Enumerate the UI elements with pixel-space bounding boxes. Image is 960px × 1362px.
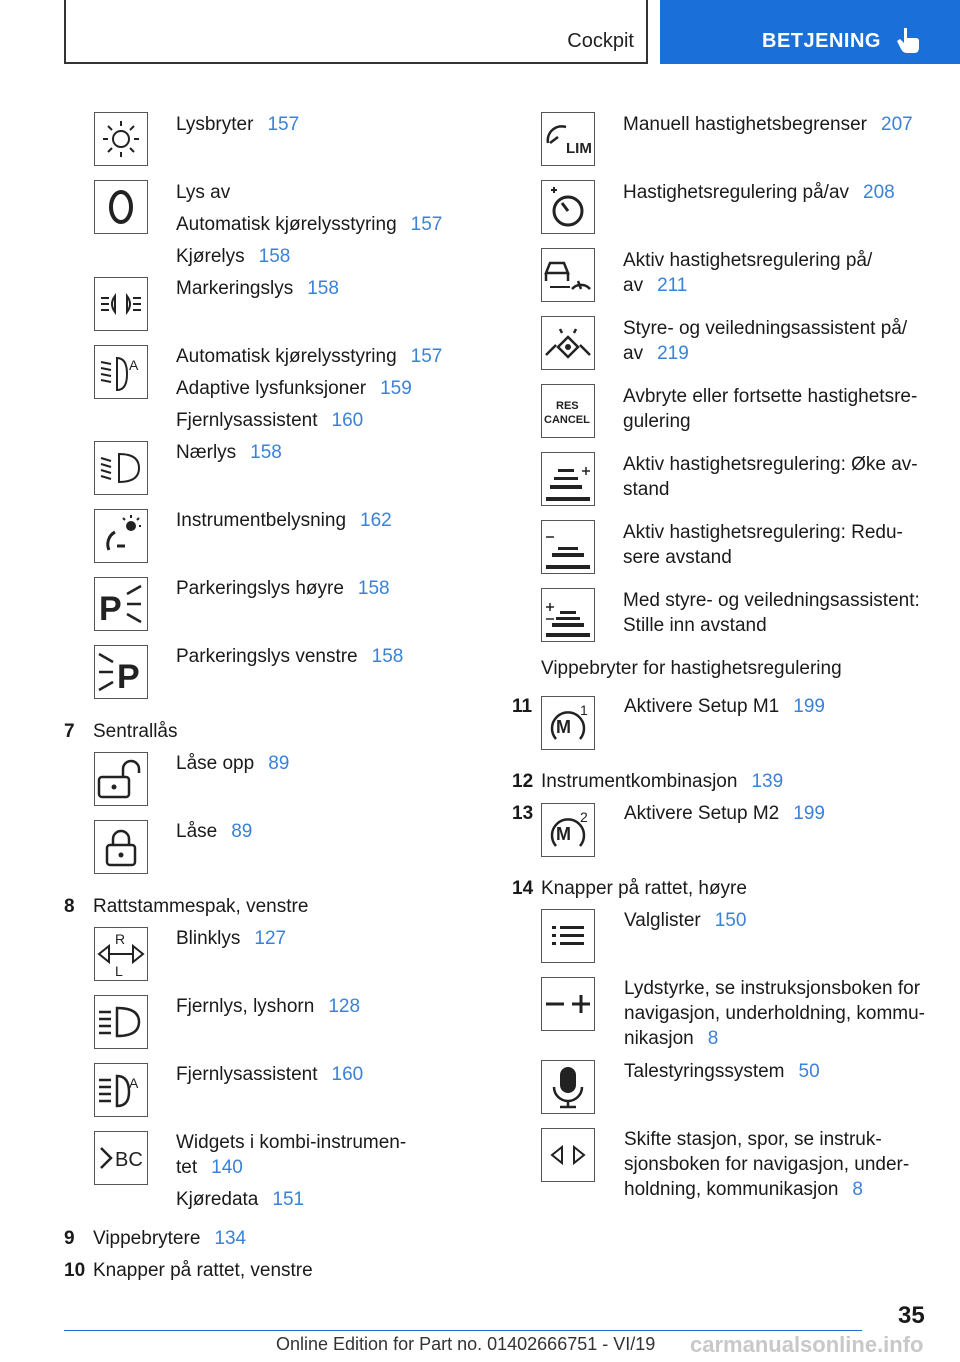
item-number: 8 bbox=[64, 896, 75, 917]
page-ref[interactable]: 158 bbox=[307, 278, 339, 299]
high-beam-icon bbox=[94, 995, 148, 1049]
lim-label: LIM bbox=[566, 140, 592, 157]
instrument-lighting-icon bbox=[94, 509, 148, 563]
cruise-control-icon bbox=[541, 180, 595, 234]
park-p2-label: P bbox=[117, 658, 140, 696]
item-res-cancel: Avbryte eller fortsette hastighetsre- bbox=[623, 386, 918, 407]
auto-a2-label: A bbox=[129, 1075, 139, 1091]
item-active-cruise: Aktiv hastighetsregulering på/ bbox=[623, 250, 873, 271]
item-turn-signal: Blinklys 127 bbox=[176, 928, 287, 949]
lights-off-icon bbox=[94, 180, 148, 234]
header-chapter-box[interactable] bbox=[660, 0, 960, 64]
item-high-beam: Fjernlys, lyshorn 128 bbox=[176, 996, 361, 1017]
lock-icon bbox=[94, 820, 148, 874]
microphone-icon bbox=[541, 1060, 595, 1114]
item-active-cruise-cont: av 211 bbox=[623, 275, 688, 296]
distance-set-icon bbox=[541, 588, 595, 642]
page-ref[interactable]: 159 bbox=[380, 378, 412, 399]
item-number: 13 bbox=[512, 803, 534, 824]
page-ref[interactable]: 127 bbox=[254, 928, 287, 949]
page-ref[interactable]: 199 bbox=[793, 696, 825, 717]
page-ref[interactable]: 151 bbox=[272, 1189, 305, 1210]
res-label: RES bbox=[556, 400, 579, 412]
item-number: 12 bbox=[512, 771, 534, 792]
item-number: 11 bbox=[512, 696, 533, 717]
m2-sup-label: 2 bbox=[580, 809, 588, 825]
item-rocker-switches: Vippebrytere 134 bbox=[93, 1228, 247, 1249]
page-ref[interactable]: 8 bbox=[707, 1028, 719, 1049]
item-central-locking: Sentrallås bbox=[93, 721, 178, 742]
item-low-beam: Nærlys 158 bbox=[176, 442, 282, 463]
page-ref[interactable]: 157 bbox=[410, 346, 443, 367]
cancel-label: CANCEL bbox=[544, 414, 590, 426]
item-setup-m2: Aktivere Setup M2 199 bbox=[624, 803, 825, 824]
distance-decrease-icon bbox=[541, 520, 595, 574]
item-setup-m1: Aktivere Setup M1 199 bbox=[624, 696, 825, 717]
item-select-lists: Valglister 150 bbox=[624, 910, 747, 931]
turn-signal-icon bbox=[94, 927, 148, 981]
setup-m2-icon bbox=[541, 803, 595, 857]
page-ref[interactable]: 162 bbox=[360, 510, 392, 531]
item-number: 14 bbox=[512, 878, 534, 899]
item-distance-decrease: Aktiv hastighetsregulering: Redu- bbox=[623, 522, 903, 543]
blink-l-label: L bbox=[115, 963, 123, 979]
watermark: carmanualsonline.info bbox=[690, 1332, 924, 1357]
page-ref[interactable]: 150 bbox=[714, 910, 747, 931]
list-icon bbox=[541, 909, 595, 963]
low-beam-icon bbox=[94, 441, 148, 495]
unlock-icon bbox=[94, 752, 148, 806]
item-auto-headlight: Automatisk kjørelysstyring 157 bbox=[176, 214, 443, 235]
item-parking-right: Parkeringslys høyre 158 bbox=[176, 578, 390, 599]
page-ref[interactable]: 89 bbox=[268, 753, 290, 774]
page-ref[interactable]: 207 bbox=[881, 114, 913, 135]
item-number: 7 bbox=[64, 721, 75, 742]
parking-lights-icon bbox=[94, 277, 148, 331]
item-trip-data: Kjøredata 151 bbox=[176, 1189, 305, 1210]
item-high-beam-assist: Fjernlysassistent 160 bbox=[176, 410, 364, 431]
item-number: 9 bbox=[64, 1228, 75, 1249]
blink-r-label: R bbox=[115, 931, 126, 947]
page-ref[interactable]: 157 bbox=[267, 114, 300, 135]
item-steering-buttons-left: Knapper på rattet, venstre bbox=[93, 1260, 313, 1281]
skip-track-icon bbox=[541, 1128, 595, 1182]
item-widgets-cont: tet 140 bbox=[176, 1157, 243, 1178]
item-parking-lights: Markeringslys 158 bbox=[176, 278, 339, 299]
page-ref[interactable]: 140 bbox=[211, 1157, 243, 1178]
pointing-hand-icon bbox=[896, 26, 920, 54]
item-number: 10 bbox=[64, 1260, 86, 1281]
header-chapter-title: BETJENING bbox=[762, 30, 881, 52]
page-ref[interactable]: 208 bbox=[863, 182, 895, 203]
item-unlock: Låse opp 89 bbox=[176, 753, 290, 774]
light-switch-icon bbox=[94, 112, 148, 166]
item-cruise-rocker: Vippebryter for hastighetsregulering bbox=[541, 658, 842, 679]
page-ref[interactable]: 219 bbox=[657, 343, 689, 364]
header-section-title: Cockpit bbox=[567, 30, 634, 52]
steering-assist-icon bbox=[541, 316, 595, 370]
active-cruise-icon bbox=[541, 248, 595, 302]
m1-label: M bbox=[556, 717, 571, 737]
page-ref[interactable]: 89 bbox=[231, 821, 253, 842]
page-ref[interactable]: 158 bbox=[250, 442, 282, 463]
page-number: 35 bbox=[898, 1302, 925, 1329]
item-res-cancel-cont: gulering bbox=[623, 411, 691, 432]
item-lights-off: Lys av bbox=[176, 182, 231, 203]
bc-label: BC bbox=[115, 1149, 143, 1171]
item-volume-cont-2: nikasjon 8 bbox=[624, 1028, 719, 1049]
item-instrument-lighting: Instrumentbelysning 162 bbox=[176, 510, 392, 531]
page-ref[interactable]: 8 bbox=[852, 1179, 863, 1200]
item-change-station-cont-2: holdning, kommunikasjon 8 bbox=[624, 1179, 863, 1200]
page-ref[interactable]: 157 bbox=[410, 214, 443, 235]
item-distance-decrease-cont: sere avstand bbox=[623, 547, 732, 568]
page-ref[interactable]: 211 bbox=[657, 275, 688, 296]
item-steering-assist-cont: av 219 bbox=[623, 343, 689, 364]
bc-widget-icon bbox=[94, 1131, 148, 1185]
volume-icon bbox=[541, 977, 595, 1031]
item-steering-assist: Styre- og veiledningsassistent på/ bbox=[623, 318, 908, 339]
header-section-box bbox=[64, 0, 648, 64]
item-distance-set: Med styre- og veiledningsassistent: bbox=[623, 590, 920, 611]
item-distance-set-cont: Stille inn avstand bbox=[623, 615, 767, 636]
page-ref[interactable]: 134 bbox=[214, 1228, 247, 1249]
auto-a-label: A bbox=[129, 357, 139, 373]
item-cruise-control: Hastighetsregulering på/av 208 bbox=[623, 182, 895, 203]
page-ref[interactable]: 50 bbox=[798, 1061, 820, 1082]
distance-increase-icon bbox=[541, 452, 595, 506]
footer-divider bbox=[64, 1330, 862, 1331]
res-cancel-icon bbox=[541, 384, 595, 438]
m2-label: M bbox=[556, 824, 571, 844]
item-widgets: Widgets i kombi-instrumen- bbox=[176, 1132, 407, 1153]
auto-headlight-icon bbox=[94, 345, 148, 399]
item-change-station: Skifte stasjon, spor, se instruk- bbox=[624, 1129, 882, 1150]
m1-sup-label: 1 bbox=[580, 702, 588, 718]
item-light-switch: Lysbryter 157 bbox=[176, 114, 300, 135]
item-parking-left: Parkeringslys venstre 158 bbox=[176, 646, 404, 667]
item-change-station-cont: sjonsboken for navigasjon, under- bbox=[624, 1154, 910, 1175]
page-ref[interactable]: 158 bbox=[258, 246, 291, 267]
page-ref[interactable]: 199 bbox=[793, 803, 825, 824]
item-adaptive-lights: Adaptive lysfunksjoner 159 bbox=[176, 378, 412, 399]
footer-edition: Online Edition for Part no. 01402666751 - VI/19 bbox=[276, 1334, 656, 1354]
item-left-stalk: Rattstammespak, venstre bbox=[93, 896, 309, 917]
page-ref[interactable]: 139 bbox=[751, 771, 784, 792]
page-ref[interactable]: 128 bbox=[328, 996, 361, 1017]
item-high-beam-assist-2: Fjernlysassistent 160 bbox=[176, 1064, 364, 1085]
parking-light-left-icon bbox=[94, 645, 148, 699]
item-steering-buttons-right: Knapper på rattet, høyre bbox=[541, 878, 747, 899]
item-lock: Låse 89 bbox=[176, 821, 253, 842]
item-volume: Lydstyrke, se instruksjonsboken for bbox=[624, 978, 921, 999]
item-distance-increase-cont: stand bbox=[623, 479, 670, 500]
page-ref[interactable]: 158 bbox=[357, 578, 390, 599]
parking-light-right-icon bbox=[94, 577, 148, 631]
item-volume-cont: navigasjon, underholdning, kommu- bbox=[624, 1003, 926, 1024]
setup-m1-icon bbox=[541, 696, 595, 750]
high-beam-assist-icon bbox=[94, 1063, 148, 1117]
item-instrument-cluster: Instrumentkombinasjon 139 bbox=[541, 771, 784, 792]
item-voice-control: Talestyringssystem 50 bbox=[624, 1061, 820, 1082]
park-p-label: P bbox=[99, 590, 122, 628]
item-speed-limiter: Manuell hastighetsbegrenser 207 bbox=[623, 114, 913, 135]
page-ref[interactable]: 160 bbox=[331, 410, 364, 431]
item-distance-increase: Aktiv hastighetsregulering: Øke av- bbox=[623, 454, 918, 475]
item-daytime-lights: Kjørelys 158 bbox=[176, 246, 291, 267]
page-ref[interactable]: 160 bbox=[331, 1064, 364, 1085]
item-auto-headlight-2: Automatisk kjørelysstyring 157 bbox=[176, 346, 443, 367]
page-ref[interactable]: 158 bbox=[371, 646, 404, 667]
speed-limiter-icon bbox=[541, 112, 595, 166]
